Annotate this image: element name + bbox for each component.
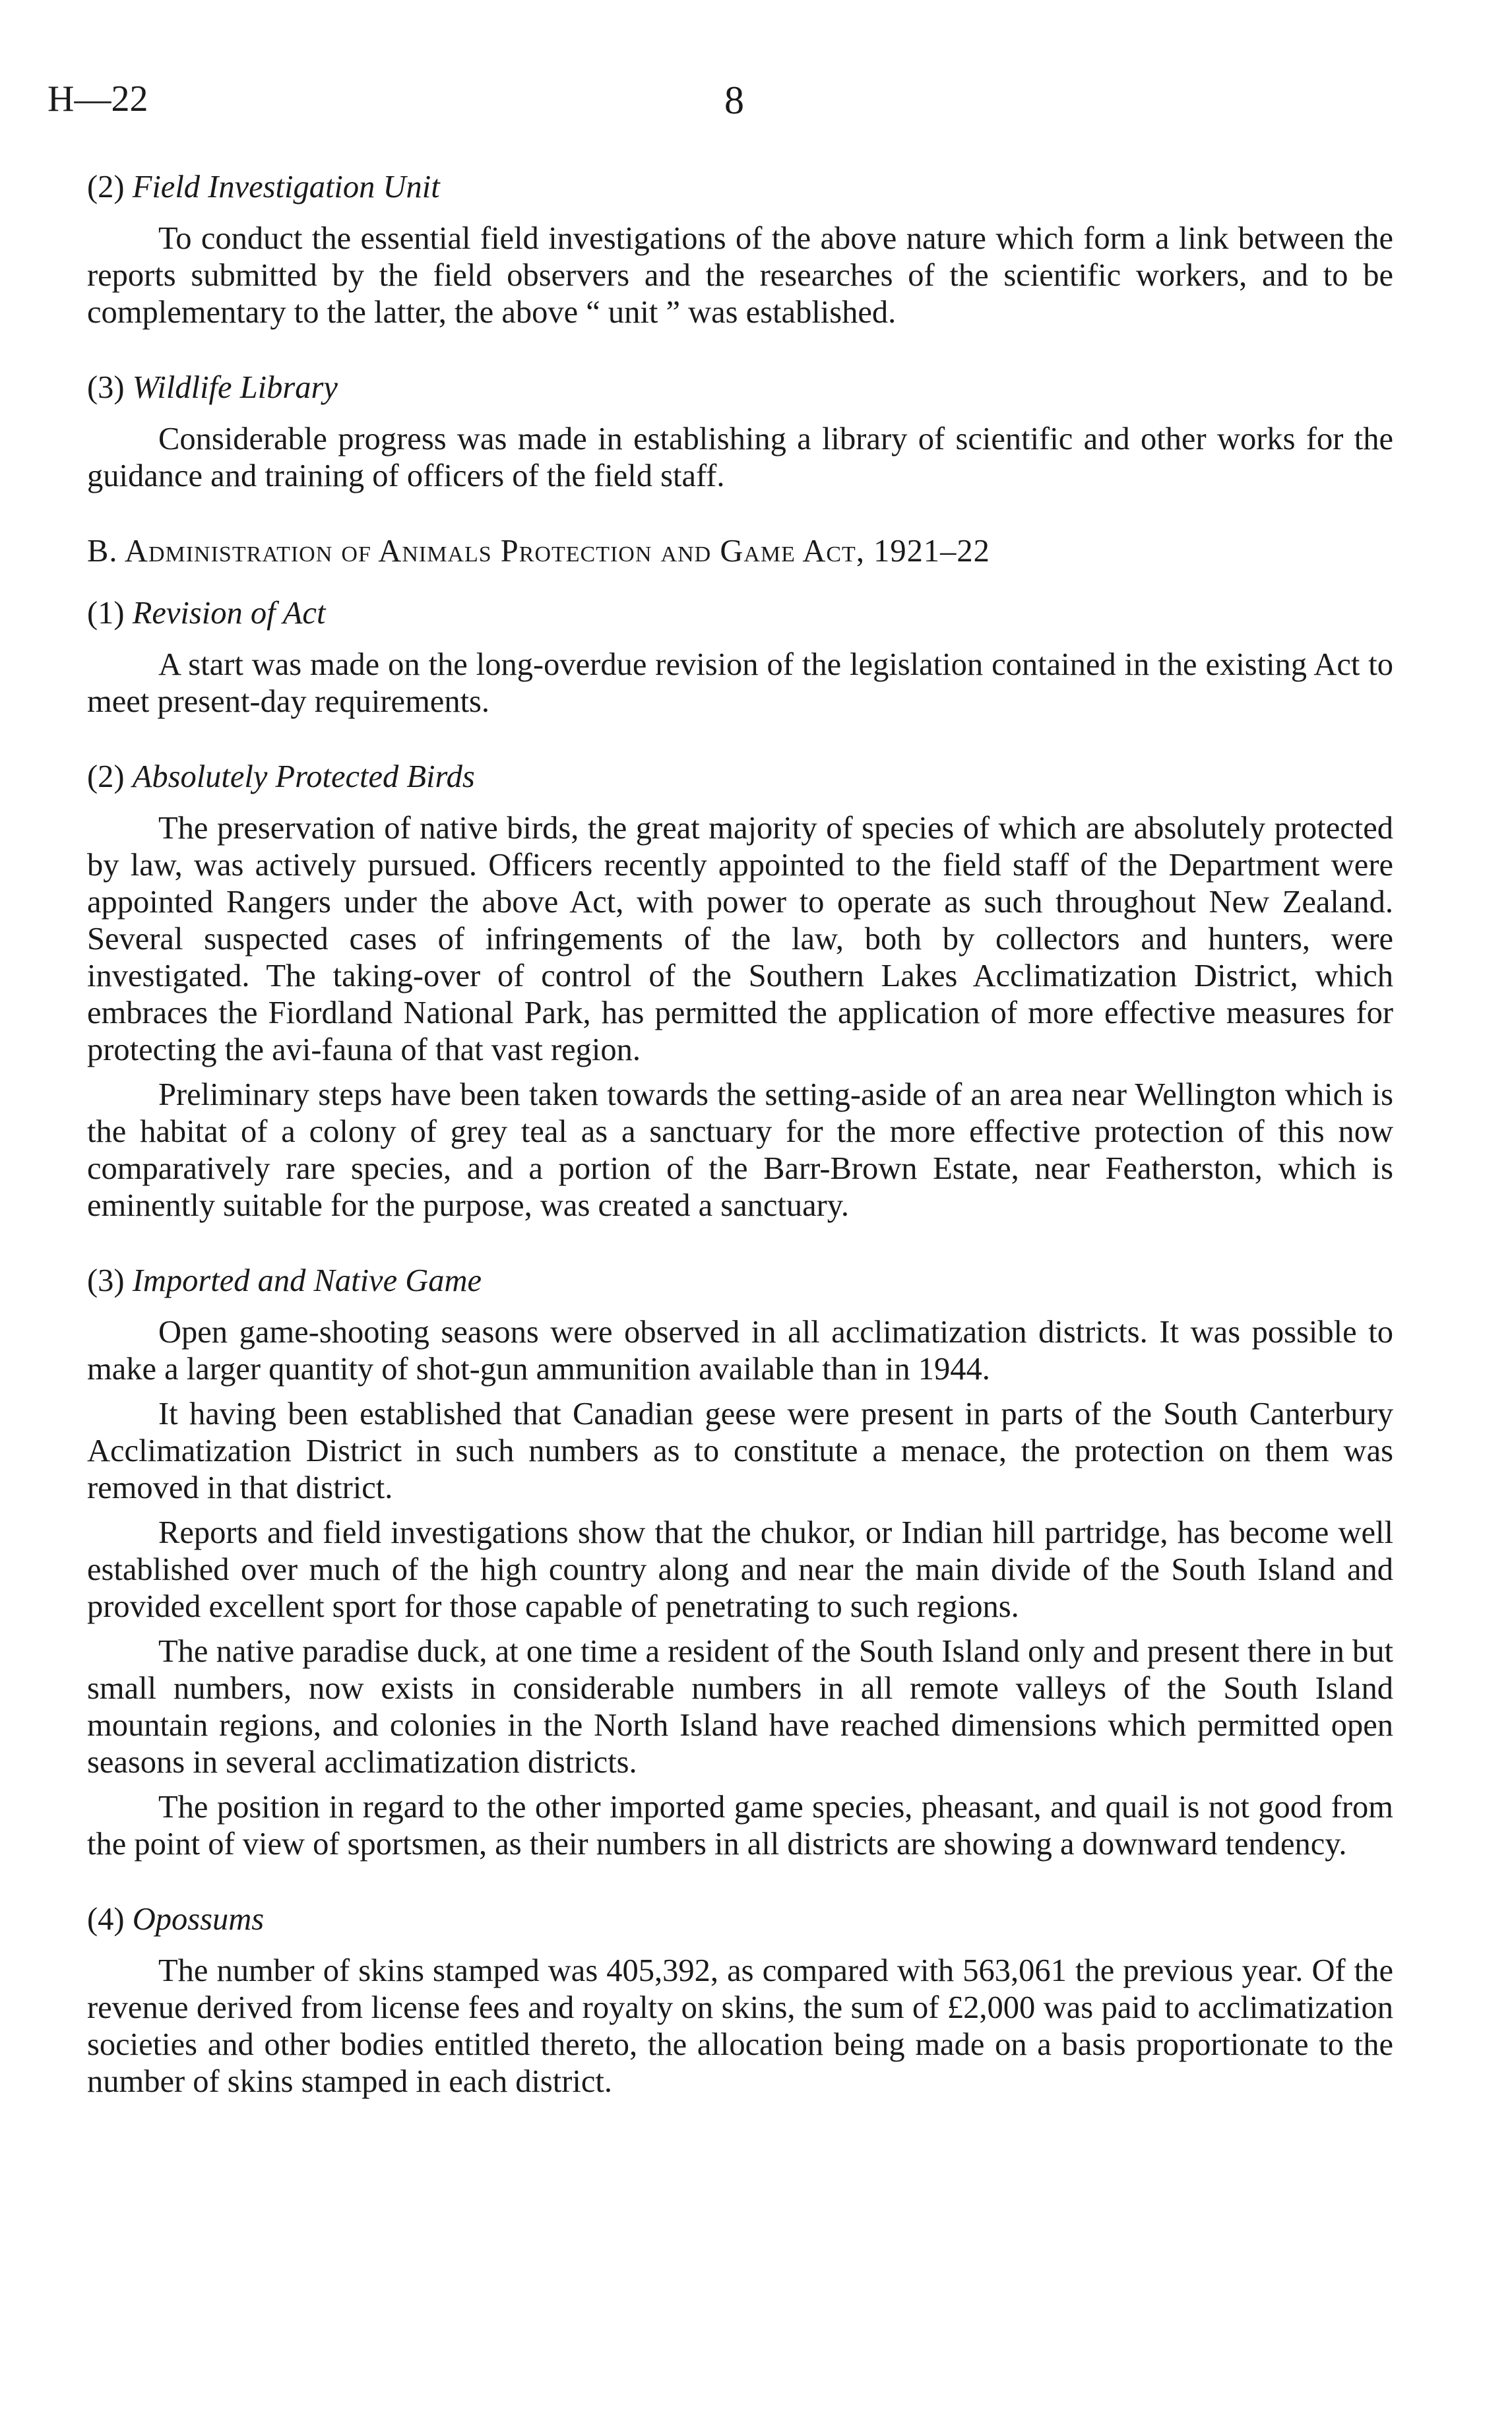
section-revision-of-act — [87, 595, 1393, 720]
section-heading — [87, 369, 1393, 406]
paragraph: The position in regard to the other imported game species, pheasant, and quail is not good from the point of view of sportsmen, as their numbers in all districts are showing a downward tendency. — [87, 1790, 1393, 1862]
paragraph: Considerable progress was made in establishing a library of scientific and other works for the guidance and training of officers of the field staff. — [87, 422, 1393, 493]
section-field-investigation-unit — [87, 169, 1393, 331]
section-number: (3) — [87, 1263, 125, 1298]
section-title: Wildlife Library — [132, 370, 338, 405]
section-title: Field Investigation Unit — [132, 170, 440, 204]
paragraph: The preservation of native birds, the great majority of species of which are absolutely protected by law, was actively pursued. Officers recently appointed to the field staff of the Department were appointed Rangers under the above Act, with power to operate as such throughout New Zealand. Several suspected cases of infringements of the law, both by collectors and hunters, were investigated. The taking-over of control of the Southern Lakes Acclimatization District, which embraces the Fiordland National Park, has permitted the application of more effective measures for protecting the avi-fauna of that vast region. — [87, 811, 1393, 1067]
paragraph: To conduct the essential field investigations of the above nature which form a link between the reports submitted by the field observers and the researches of the scientific workers, and to be complementary to the latter, the above “ unit ” was established. — [87, 221, 1393, 330]
section-heading — [87, 759, 1393, 796]
section-absolutely-protected-birds — [87, 759, 1393, 1224]
section-heading — [87, 1901, 1393, 1938]
paragraph: Preliminary steps have been taken towards the setting-aside of an area near Wellington which is the habitat of a colony of grey teal as a sanctuary for the more effective protection of this now comparatively rare species, and a portion of the Barr-Brown Estate, near Featherston, which is eminently suitable for the purpose, was created a sanctuary. — [87, 1077, 1393, 1223]
section-title: Opossums — [132, 1902, 265, 1937]
paragraph: It having been established that Canadian geese were present in parts of the South Canterbury Acclimatization District in such numbers as to constitute a menace, the protection on them was removed in that district. — [87, 1397, 1393, 1505]
section-heading — [87, 169, 1393, 206]
document-reference: H—22 — [47, 78, 148, 119]
section-title: Absolutely Protected Birds — [132, 759, 475, 794]
paragraph: The native paradise duck, at one time a resident of the South Island only and present there in but small numbers, now exists in considerable numbers in all remote valleys of the South Island mountain regions, and colonies in the North Island have reached dimensions which permitted open seasons in several acclimatization districts. — [87, 1634, 1393, 1780]
page-content — [87, 169, 1393, 2139]
section-heading — [87, 595, 1393, 632]
paragraph: The number of skins stamped was 405,392, as compared with 563,061 the previous year. Of the revenue derived from license fees and royalty on skins, the sum of £2,000 was paid to acclimatization societies and other bodies entitled thereto, the allocation being made on a basis proportionate to the number of skins stamped in each district. — [87, 1953, 1393, 2099]
section-number: (1) — [87, 596, 125, 631]
section-number: (4) — [87, 1902, 125, 1937]
section-heading — [87, 1263, 1393, 1300]
section-wildlife-library — [87, 369, 1393, 495]
page-number: 8 — [724, 78, 744, 122]
major-section-heading: B. Administration of Animals Protection and Game Act, 1921–22 — [87, 534, 990, 569]
section-title: Imported and Native Game — [132, 1263, 482, 1298]
section-title: Revision of Act — [132, 596, 326, 631]
section-opossums — [87, 1901, 1393, 2100]
section-number: (2) — [87, 170, 125, 204]
section-number: (2) — [87, 759, 125, 794]
paragraph: A start was made on the long-overdue revision of the legislation contained in the existing Act to meet present-day requirements. — [87, 647, 1393, 719]
section-number: (3) — [87, 370, 125, 405]
section-imported-and-native-game — [87, 1263, 1393, 1863]
paragraph: Open game-shooting seasons were observed in all acclimatization districts. It was possible to make a larger quantity of shot-gun ammunition available than in 1944. — [87, 1315, 1393, 1387]
paragraph: Reports and field investigations show that the chukor, or Indian hill partridge, has become well established over much of the high country along and near the main divide of the South Island and provided excellent sport for those capable of penetrating to such regions. — [87, 1515, 1393, 1624]
